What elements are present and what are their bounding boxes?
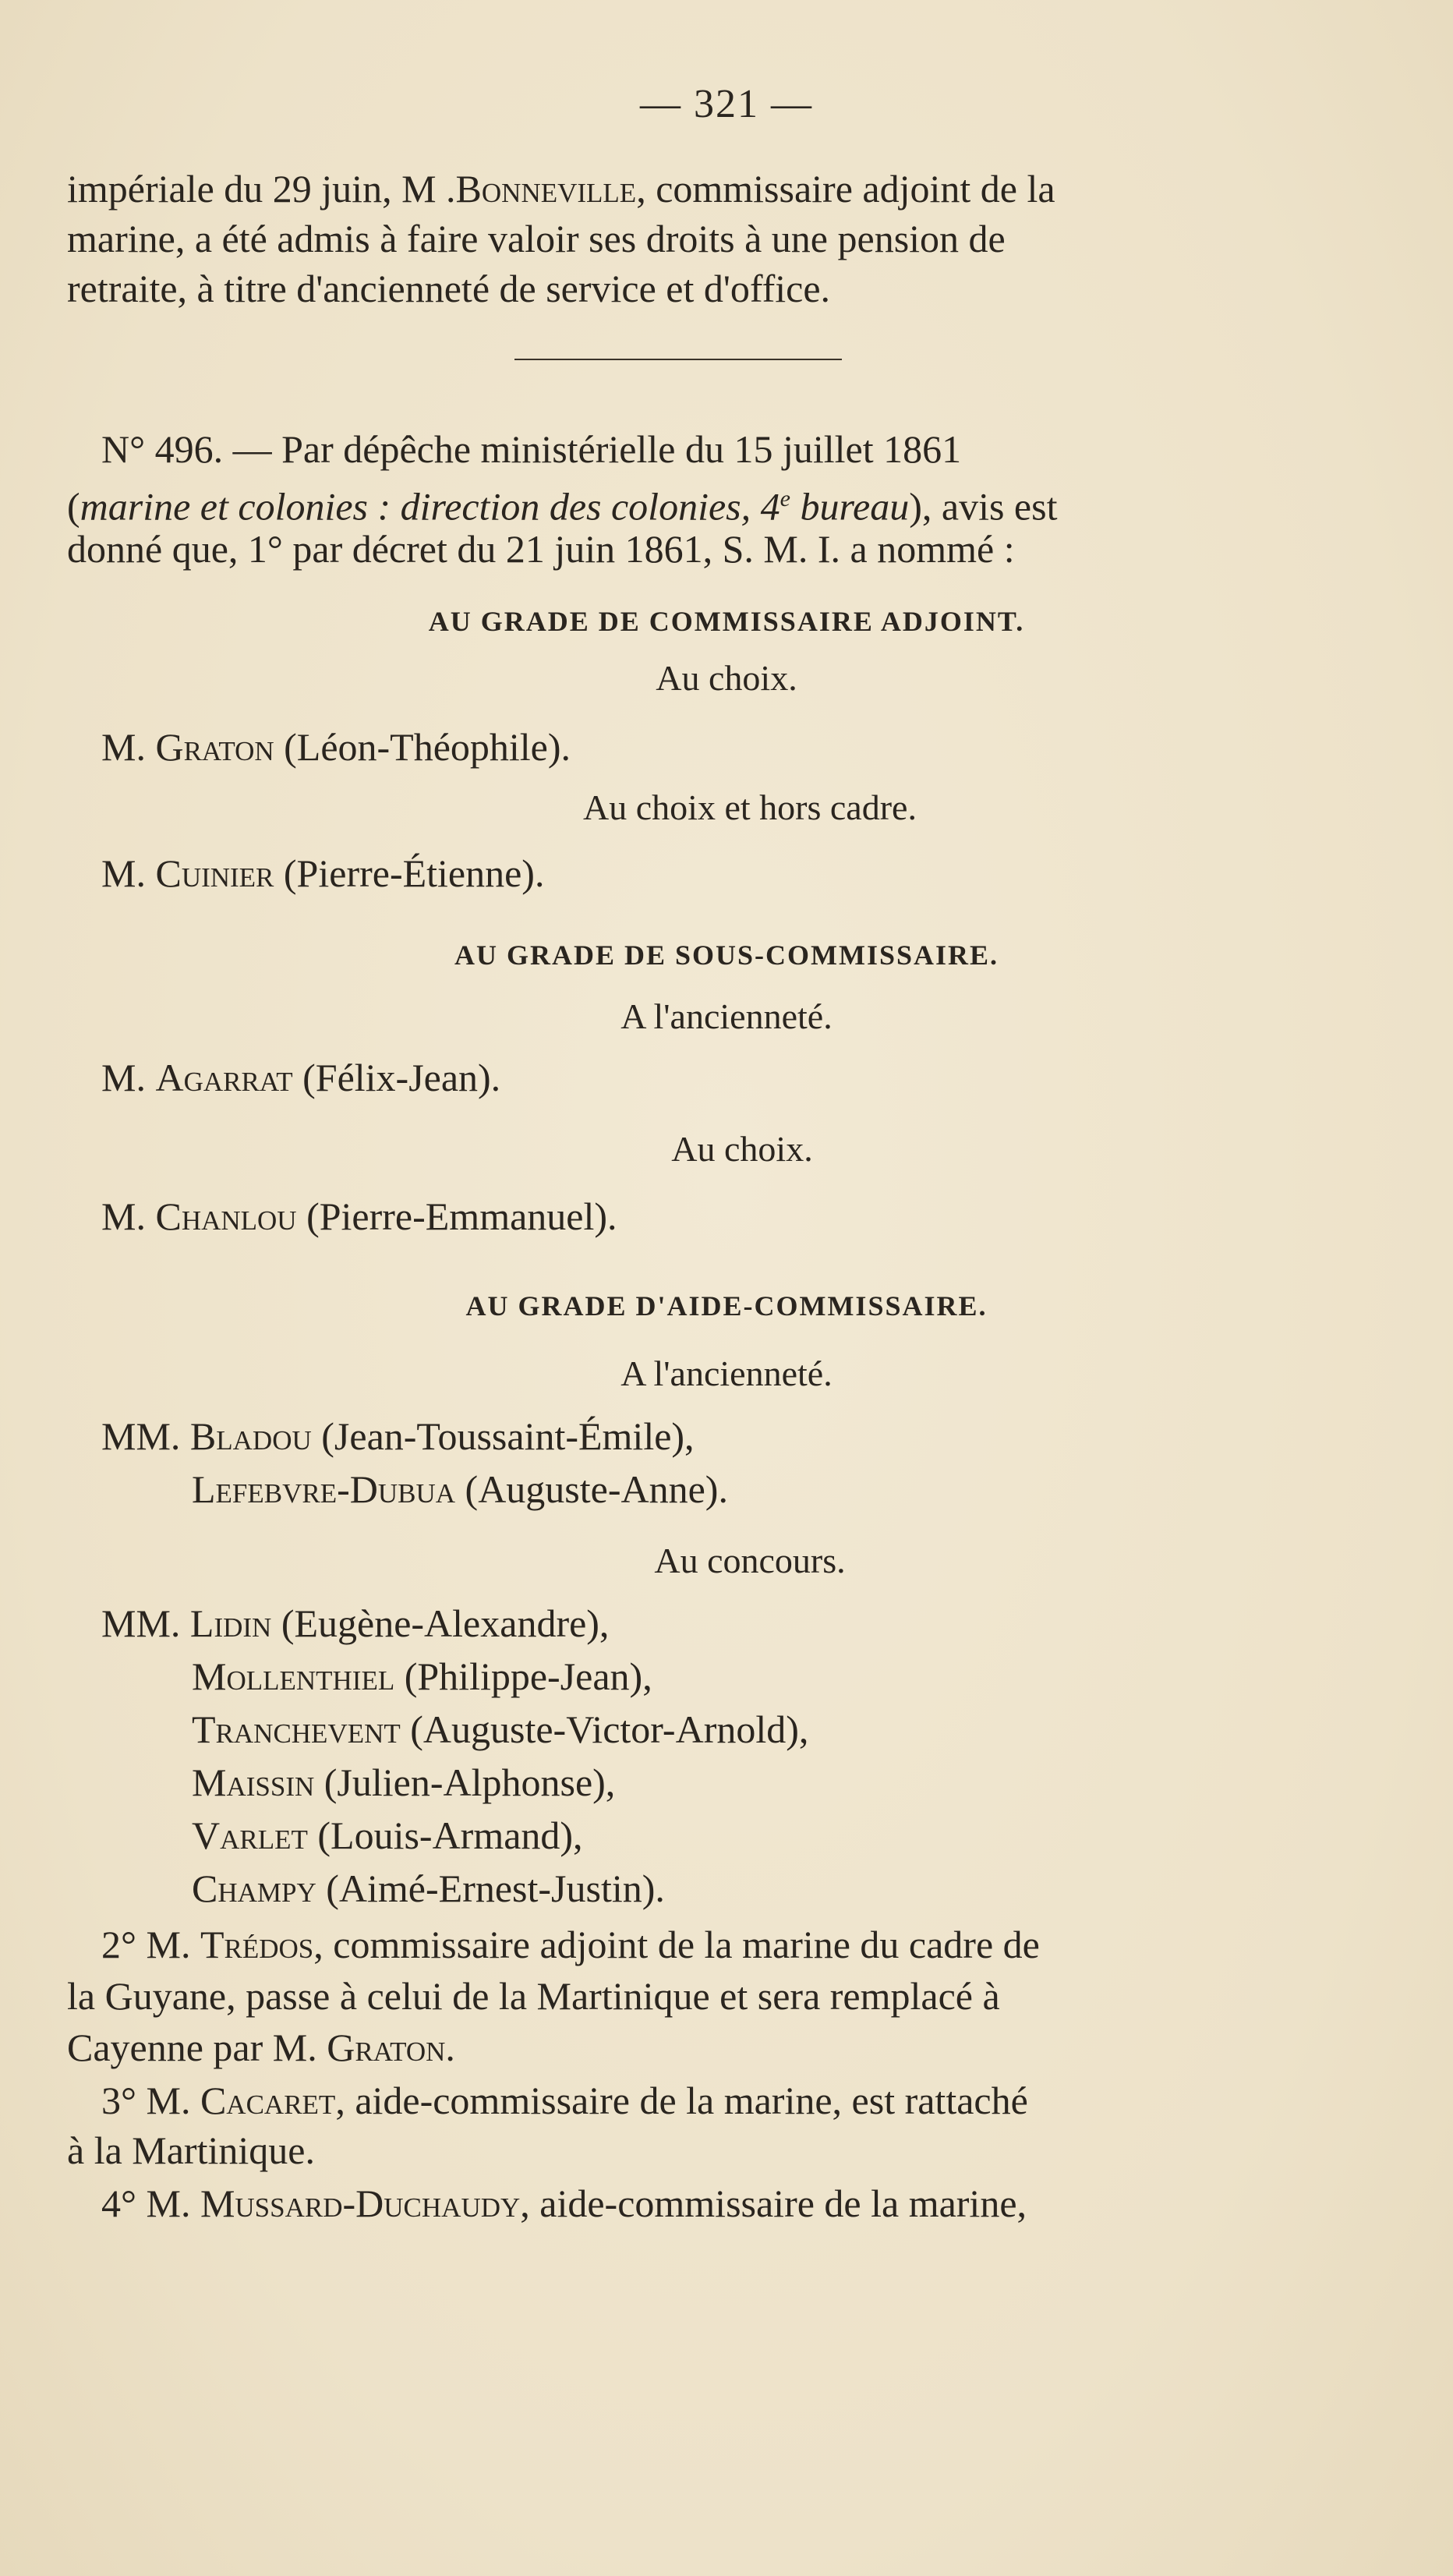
continuation-line-3: retraite, à titre d'ancienneté de service et d'office.	[67, 267, 831, 310]
subhead-au-choix-2: Au choix.	[671, 1129, 813, 1169]
subhead-au-choix: Au choix.	[656, 658, 797, 698]
notice-line-1: N° 496. — Par dépêche ministérielle du 15 juillet 1861	[101, 427, 962, 471]
appointment-cuinier: M. Cuinier (Pierre-Étienne).	[101, 851, 545, 895]
continuation-line-1: impériale du 29 juin, M .Bonneville, commissaire adjoint de la	[67, 167, 1055, 211]
appointment-graton: M. Graton (Léon-Théophile).	[101, 725, 571, 769]
heading-commissaire-adjoint: AU GRADE DE COMMISSAIRE ADJOINT.	[428, 606, 1025, 637]
item-4-line-1: 4° M. Mussard-Duchaudy, aide-commissaire de la marine,	[101, 2181, 1027, 2225]
appointment-agarrat: M. Agarrat (Félix-Jean).	[101, 1056, 501, 1099]
item-2-line-3: Cayenne par M. Graton.	[67, 2026, 455, 2069]
appointment-lidin: MM. Lidin (Eugène-Alexandre),	[101, 1601, 610, 1645]
person-name-bonneville: Bonneville	[455, 167, 637, 211]
item-2-line-1: 2° M. Trédos, commissaire adjoint de la marine du cadre de	[101, 1923, 1040, 1966]
section-divider	[514, 359, 842, 360]
appointment-tranchevent: Tranchevent (Auguste-Victor-Arnold),	[192, 1707, 809, 1751]
notice-line-2: (marine et colonies : direction des colonies, 4e bureau), avis est	[67, 484, 1058, 529]
appointment-lefebvre-dubua: Lefebvre-Dubua (Auguste-Anne).	[192, 1467, 728, 1511]
appointment-maissin: Maissin (Julien-Alphonse),	[192, 1760, 616, 1804]
appointment-chanlou: M. Chanlou (Pierre-Emmanuel).	[101, 1194, 617, 1238]
subhead-au-choix-hors-cadre: Au choix et hors cadre.	[583, 787, 917, 827]
appointment-mollenthiel: Mollenthiel (Philippe-Jean),	[192, 1654, 652, 1698]
subhead-anciennete-2: A l'ancienneté.	[620, 1353, 833, 1393]
subhead-anciennete: A l'ancienneté.	[620, 996, 833, 1036]
page-number: — 321 —	[640, 82, 813, 126]
item-3-line-1: 3° M. Cacaret, aide-commissaire de la marine, est rattaché	[101, 2079, 1028, 2122]
heading-sous-commissaire: AU GRADE DE SOUS-COMMISSAIRE.	[454, 939, 999, 971]
heading-aide-commissaire: AU GRADE D'AIDE-COMMISSAIRE.	[465, 1290, 988, 1322]
appointment-bladou: MM. Bladou (Jean-Toussaint-Émile),	[101, 1414, 695, 1458]
subhead-au-concours: Au concours.	[654, 1541, 846, 1580]
item-3-line-2: à la Martinique.	[67, 2128, 315, 2172]
item-2-line-2: la Guyane, passe à celui de la Martinique et sera remplacé à	[67, 1974, 1000, 2018]
appointment-champy: Champy (Aimé-Ernest-Justin).	[192, 1867, 665, 1910]
notice-line-3: donné que, 1° par décret du 21 juin 1861, S. M. I. a nommé :	[67, 527, 1015, 571]
appointment-varlet: Varlet (Louis-Armand),	[192, 1813, 583, 1857]
continuation-line-2: marine, a été admis à faire valoir ses droits à une pension de	[67, 217, 1006, 260]
